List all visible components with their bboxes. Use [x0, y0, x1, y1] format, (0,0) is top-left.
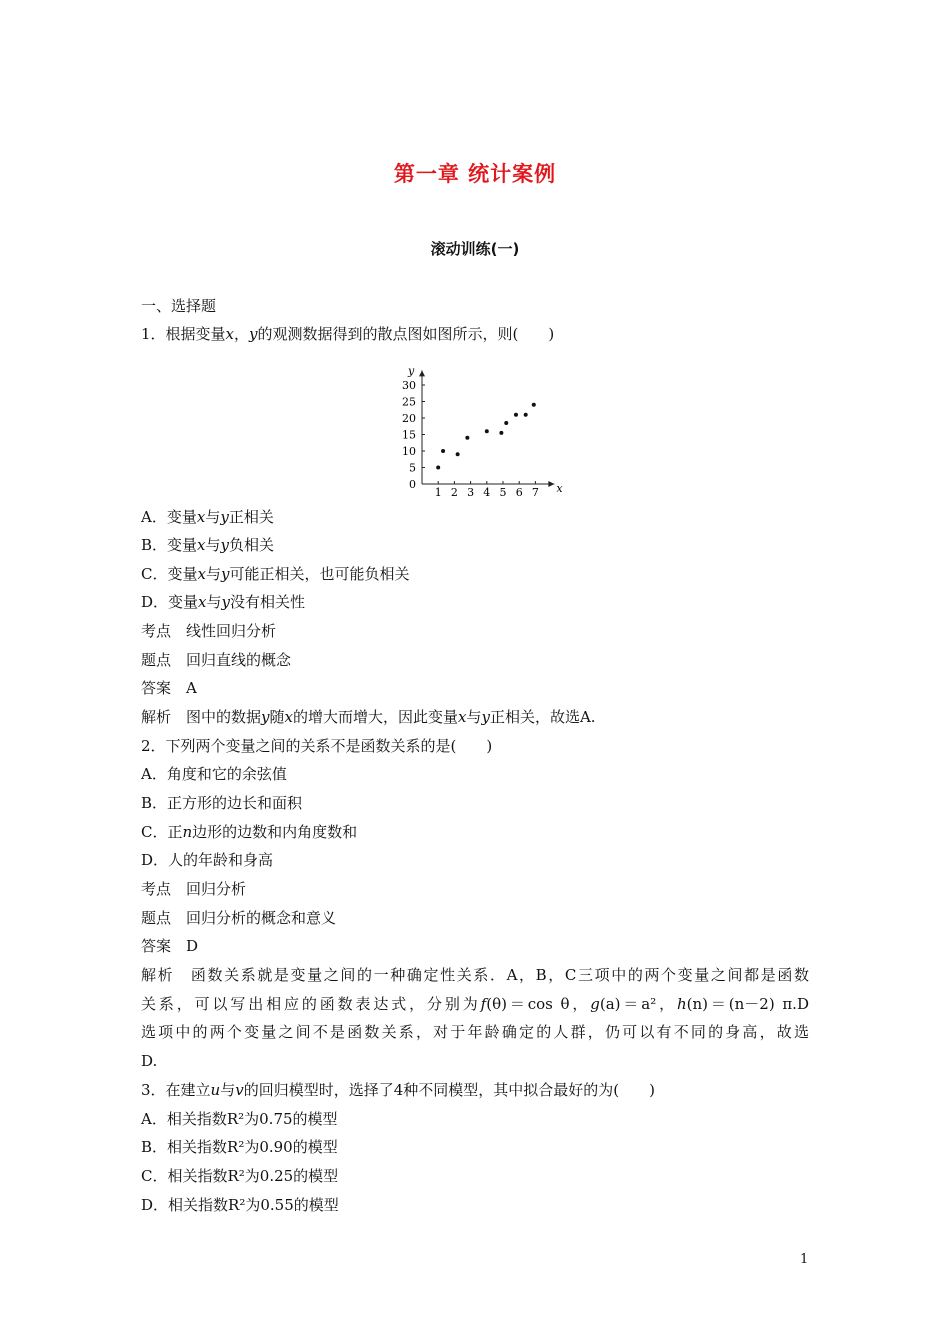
x-tick-label: 4	[483, 486, 491, 499]
y-tick-label: 5	[409, 461, 416, 475]
y-tick-label: 15	[402, 428, 416, 442]
q2-option-d: D．人的年龄和身高	[141, 851, 274, 869]
scatter-point	[524, 413, 528, 417]
x-tick-label: 2	[450, 486, 458, 499]
y-tick-label: 10	[402, 445, 416, 458]
chart-points	[436, 403, 536, 470]
q2-option-a: A．角度和它的余弦值	[141, 765, 287, 783]
scatter-point	[441, 449, 445, 453]
q2-option-c: C．正n边形的边数和内角度数和	[141, 823, 358, 841]
scatter-point	[504, 421, 508, 425]
chapter-title: 第一章 统计案例	[393, 162, 557, 186]
chart-ticks	[402, 379, 539, 499]
scatter-point	[514, 413, 518, 417]
q2-answer: 答案 D	[141, 937, 199, 955]
q1-option-d: D．变量x与y没有相关性	[141, 593, 306, 611]
q1-answer: 答案 A	[141, 679, 197, 697]
x-tick-label: 5	[499, 486, 507, 499]
q2-jiexi-line2: 关系，可以写出相应的函数表达式，分别为f(θ)＝cos θ，g(a)＝a²，h(n)＝(n－2) π.D	[141, 995, 809, 1013]
section-title: 滚动训练(一)	[430, 240, 520, 258]
scatter-point	[485, 429, 489, 433]
y-tick-label: 0	[409, 478, 416, 491]
page-number: 1	[800, 1252, 809, 1267]
scatter-point	[532, 403, 536, 407]
q2-jiexi-line1: 解析 函数关系就是变量之间的一种确定性关系．A，B，C三项中的两个变量之间都是函数	[141, 966, 809, 984]
q2-jiexi-line3: 选项中的两个变量之间不是函数关系，对于年龄确定的人群，仍可以有不同的身高，故选	[141, 1023, 809, 1041]
q3-option-d: D．相关指数R²为0.55的模型	[141, 1196, 339, 1214]
q1-kaodian: 考点 线性回归分析	[141, 622, 277, 640]
q2-tidian: 题点 回归分析的概念和意义	[141, 909, 337, 927]
scatter-point	[436, 466, 440, 470]
y-axis-label: y	[408, 364, 415, 378]
q1-option-b: B．变量x与y负相关	[141, 536, 275, 554]
x-tick-label: 7	[531, 486, 539, 499]
x-tick-label: 3	[467, 486, 475, 499]
q1-option-a: A．变量x与y正相关	[141, 508, 274, 526]
chart-axes	[407, 364, 563, 495]
q1-option-c: C．变量x与y可能正相关，也可能负相关	[141, 565, 410, 583]
q3-option-c: C．相关指数R²为0.25的模型	[141, 1167, 339, 1185]
q2-jiexi-line4: D.	[141, 1052, 158, 1070]
q1-tidian: 题点 回归直线的概念	[141, 651, 292, 669]
q1-jiexi: 解析 图中的数据y随x的增大而增大，因此变量x与y正相关，故选A.	[141, 708, 596, 726]
x-tick-label: 1	[434, 486, 442, 499]
q3-option-b: B．相关指数R²为0.90的模型	[141, 1138, 338, 1156]
section-heading: 一、选择题	[141, 297, 217, 315]
q3-stem: 3．在建立u与v的回归模型时，选择了4种不同模型，其中拟合最好的为( )	[141, 1081, 655, 1099]
y-tick-label: 30	[402, 379, 416, 392]
q2-option-b: B．正方形的边长和面积	[141, 794, 303, 812]
scatter-plot	[390, 344, 563, 499]
x-axis-arrow	[548, 481, 554, 487]
y-axis-arrow	[419, 370, 425, 376]
x-axis-label: x	[556, 482, 563, 495]
scatter-point	[499, 431, 503, 435]
y-tick-label: 25	[402, 395, 416, 409]
scatter-point	[456, 452, 460, 456]
x-tick-label: 6	[515, 486, 523, 499]
q3-option-a: A．相关指数R²为0.75的模型	[141, 1110, 338, 1128]
q1-stem: 1．根据变量x，y的观测数据得到的散点图如图所示，则( )	[141, 325, 555, 343]
scatter-point	[465, 436, 469, 440]
q2-stem: 2．下列两个变量之间的关系不是函数关系的是( )	[141, 737, 493, 755]
y-tick-label: 20	[402, 412, 416, 425]
q2-kaodian: 考点 回归分析	[141, 880, 247, 898]
